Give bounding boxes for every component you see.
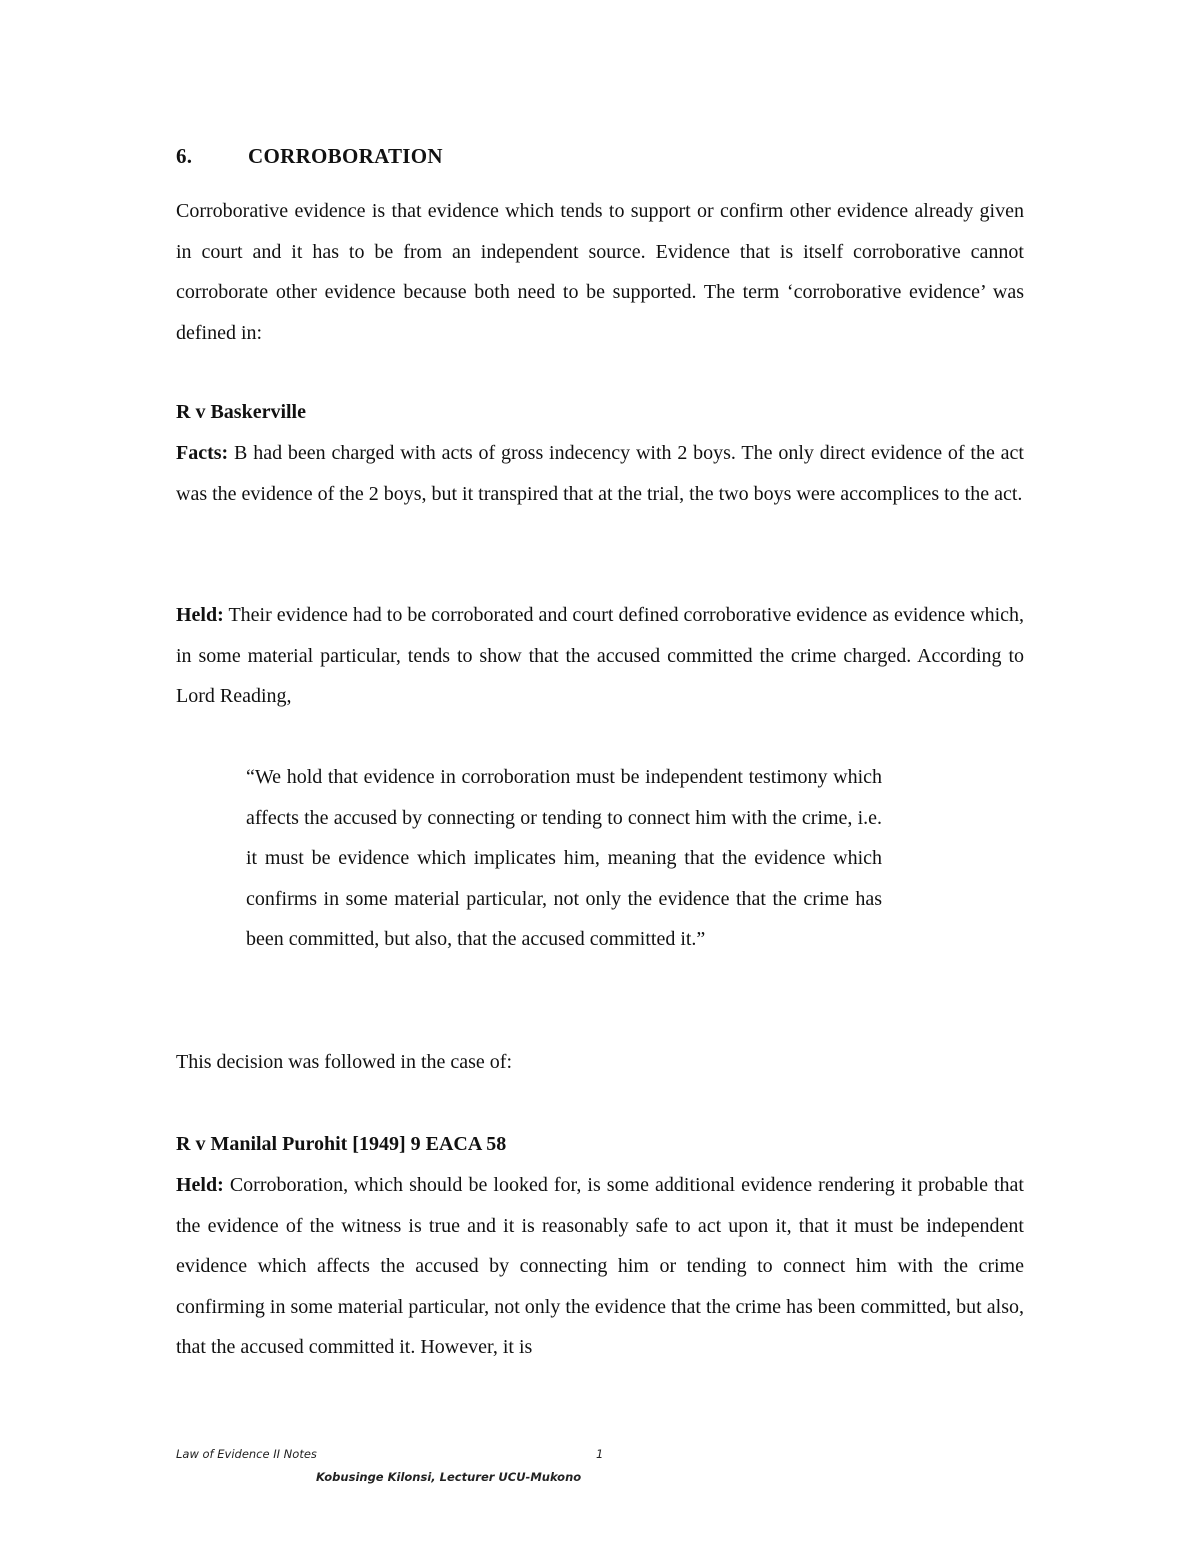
facts-label: Facts: (176, 442, 229, 464)
case-title-baskerville: R v Baskerville (176, 401, 306, 423)
section-heading (176, 142, 443, 170)
facts-text: B had been charged with acts of gross indecency with 2 boys. The only direct evidence of the act was the evidence of the 2 boys, but it transpired that at the trial, the two boys were accomplices to the act. (176, 442, 1024, 505)
held-text: Their evidence had to be corroborated and court defined corroborative evidence as evidence which, in some material particular, tends to show that the accused committed the crime charged. According to Lord Reading, (176, 604, 1024, 708)
held-paragraph-baskerville (176, 595, 1024, 717)
followed-paragraph: This decision was followed in the case of: (176, 1051, 513, 1073)
footer-author: Kobusinge Kilonsi, Lecturer UCU-Mukono (316, 1470, 582, 1484)
held-label: Held: (176, 604, 224, 626)
held-text: Corroboration, which should be looked for, is some additional evidence rendering it probable that the evidence of the witness is true and it is reasonably safe to act upon it, that it must be independent evidence which affects the accused by connecting him or tending to connect him with the crime confirming in some material particular, not only the evidence that the crime has been committed, but also, that the accused committed it. However, it is (176, 1174, 1024, 1359)
facts-paragraph (176, 433, 1024, 514)
held-paragraph-manilal (176, 1165, 1024, 1368)
section-number: 6. (176, 144, 193, 168)
held-label: Held: (176, 1174, 224, 1196)
footer-course-title: Law of Evidence II Notes (176, 1447, 317, 1461)
section-title: CORROBORATION (248, 144, 443, 168)
intro-paragraph: Corroborative evidence is that evidence which tends to support or confirm other evidence already given in court and it has to be from an independent source. Evidence that is itself corroborative cannot corroborate other evidence because both need to be supported. The term ‘corroborative evidence’ was defined in: (176, 200, 1024, 344)
footer-page-number: 1 (596, 1447, 604, 1461)
lord-reading-quote: “We hold that evidence in corroboration must be independent testimony which affects the accused by connecting or tending to connect him with the crime, i.e. it must be evidence which implicates him, meaning that the evidence which confirms in some material particular, not only the evidence that the crime has been committed, but also, that the accused committed it.” (246, 766, 882, 951)
case-title-manilal-purohit: R v Manilal Purohit [1949] 9 EACA 58 (176, 1133, 507, 1155)
